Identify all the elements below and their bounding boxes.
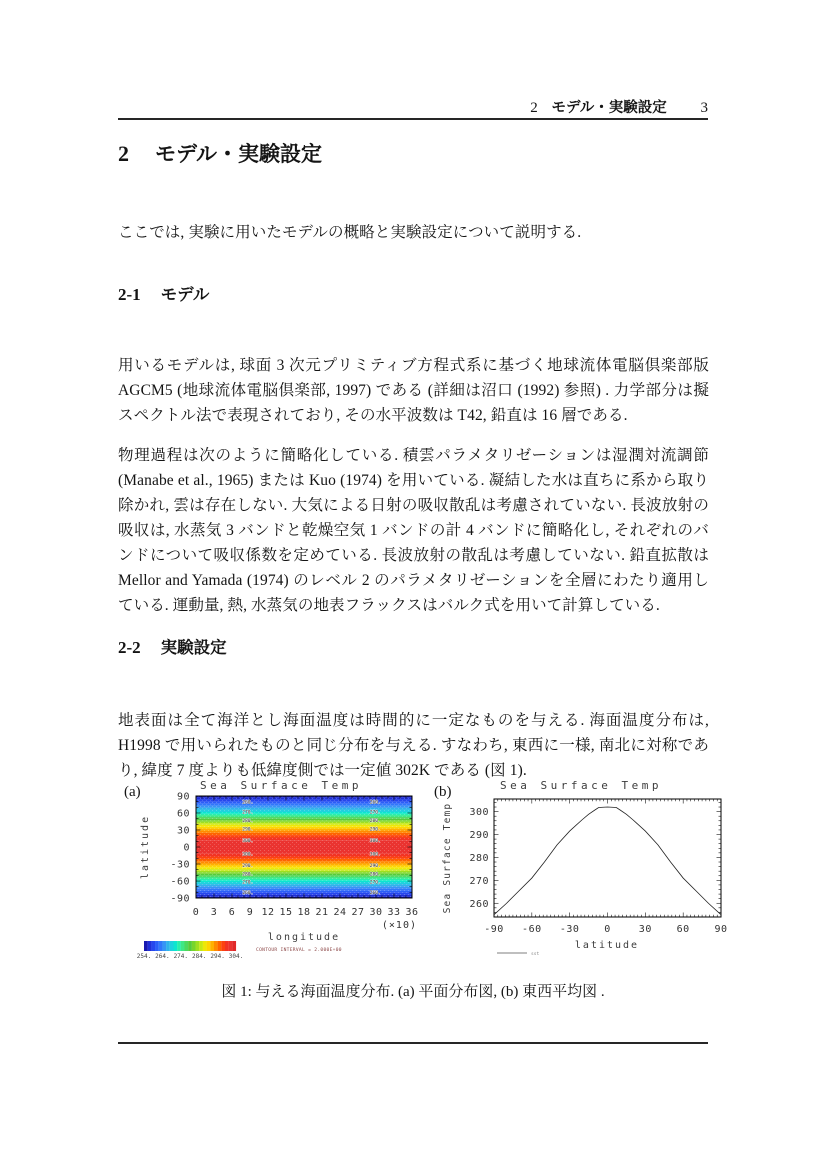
header-rule [118, 118, 708, 120]
panel-b-label: (b) [434, 784, 452, 800]
svg-text:21: 21 [315, 907, 329, 918]
svg-text:300.: 300. [369, 852, 381, 858]
svg-text:280.: 280. [242, 872, 254, 878]
svg-text:33: 33 [387, 907, 401, 918]
svg-text:30: 30 [369, 907, 383, 918]
svg-text:-90: -90 [484, 924, 504, 935]
model-paragraph-1: 用いるモデルは, 球面 3 次元プリミティブ方程式系に基づく地球流体電脳倶楽部版 AGCM5 (地球流体電脳倶楽部, 1997) である (詳細は沼口 (1992) 参照) . 力学部分は擬スペクトル法で表現されており, その水平波数は T42, 鉛直は 16 層である. [118, 356, 709, 424]
panel-a-yaxis-label: latitude [140, 814, 151, 880]
section-heading [118, 138, 322, 168]
svg-text:90: 90 [714, 924, 728, 935]
svg-text:270.: 270. [242, 880, 254, 886]
svg-text:-90: -90 [170, 893, 190, 905]
svg-text:18: 18 [297, 907, 311, 918]
section-title: モデル・実験設定 [155, 143, 322, 166]
svg-text:12: 12 [261, 907, 275, 918]
svg-text:3: 3 [210, 907, 218, 918]
subsection-number: 2-1 [118, 285, 141, 304]
panel-b-legend-label: sst [531, 952, 540, 957]
experiment-paragraph: 地表面は全て海洋とし海面温度は時間的に一定なものを与える. 海面温度分布は, H1998 で用いられたものと同じ分布を与える. すなわち, 東西に一様, 南北に対称であり, 緯度 7 度よりも低緯度側では一定値 302K である (図 1). [118, 711, 709, 779]
svg-text:60: 60 [676, 924, 690, 935]
section-number: 2 [118, 141, 129, 166]
svg-text:290: 290 [469, 830, 489, 842]
svg-text:274.: 274. [173, 953, 189, 960]
svg-text:24: 24 [333, 907, 347, 918]
panel-b-plot-area [469, 799, 727, 935]
header-section-number: 2 [530, 100, 538, 116]
svg-text:-60: -60 [170, 876, 190, 888]
header-section-title: モデル・実験設定 [551, 100, 667, 116]
svg-text:294.: 294. [210, 953, 225, 960]
svg-text:0: 0 [192, 907, 200, 918]
svg-text:304.: 304. [228, 953, 244, 960]
panel-a-x-scale-note: (×10) [381, 920, 417, 931]
svg-text:260.: 260. [369, 800, 381, 806]
svg-text:30: 30 [176, 825, 190, 837]
panel-a-xaxis-label: longitude [267, 932, 341, 943]
svg-text:280.: 280. [369, 818, 381, 824]
subsection-heading-model [118, 281, 209, 305]
svg-text:280.: 280. [369, 872, 381, 878]
intro-paragraph: ここでは, 実験に用いたモデルの概略と実験設定について説明する. [118, 223, 582, 241]
panel-b-line-chart [440, 778, 740, 978]
svg-text:300.: 300. [242, 839, 254, 844]
svg-text:15: 15 [279, 907, 293, 918]
svg-text:284.: 284. [191, 953, 207, 960]
svg-text:260: 260 [469, 898, 489, 910]
subsection-title: モデル [160, 286, 210, 304]
header-page-number: 3 [700, 100, 708, 116]
svg-text:270.: 270. [369, 810, 381, 816]
svg-text:60: 60 [176, 808, 190, 820]
svg-text:300.: 300. [242, 852, 254, 858]
svg-text:280: 280 [469, 852, 489, 864]
svg-text:0: 0 [183, 842, 190, 854]
svg-text:30: 30 [638, 924, 652, 935]
panel-a-contour-interval-label: CONTOUR INTERVAL = 2.000E+00 [256, 948, 342, 953]
svg-text:260.: 260. [242, 800, 254, 806]
svg-text:90: 90 [176, 791, 190, 803]
svg-text:-30: -30 [170, 859, 190, 871]
svg-text:300: 300 [469, 807, 489, 819]
svg-text:260.: 260. [242, 891, 254, 896]
svg-text:-60: -60 [522, 924, 542, 935]
svg-text:0: 0 [604, 924, 611, 935]
svg-text:260.: 260. [369, 891, 381, 896]
panel-b-xaxis-label: latitude [574, 940, 640, 951]
footer-rule [118, 1042, 708, 1044]
svg-text:270: 270 [469, 875, 489, 887]
figure-caption: 図 1: 与える海面温度分布. (a) 平面分布図, (b) 東西平均図 . [221, 984, 605, 1000]
svg-text:290.: 290. [242, 864, 254, 870]
subsection-heading-experiment [118, 634, 227, 658]
svg-text:27: 27 [351, 907, 365, 918]
svg-text:9: 9 [246, 907, 254, 918]
svg-text:254.: 254. [136, 953, 152, 960]
svg-text:36: 36 [405, 907, 419, 918]
panel-a-label: (a) [124, 784, 141, 800]
page-header [118, 96, 708, 117]
svg-text:290.: 290. [369, 864, 381, 870]
svg-text:290.: 290. [369, 827, 381, 833]
svg-text:270.: 270. [369, 880, 381, 886]
panel-a-heatmap [136, 778, 436, 978]
subsection-title: 実験設定 [160, 639, 227, 657]
model-paragraph-2: 物理過程は次のように簡略化している. 積雲パラメタリゼーションは湿潤対流調節 (Manabe et al., 1965) または Kuo (1974) を用いている. 凝結した水は直ちに系から取り除かれ, 雲は存在しない. 大気による日射の吸収散乱は考慮されていない. 長波放射の吸収は, 水蒸気 3 バンドと乾燥空気 1 バンドの計 4 バンドに簡略化し, それぞれのバンドについて吸収係数を定めている. 長波放射の散乱は考慮していない. 鉛直拡散は Mellor and Yamada (1974) のレベル 2 のパラメタリゼーションを全層にわたり適用している. 運動量, 熱, 水蒸気の地表フラックスはバルク式を用いて計算している. [118, 446, 709, 615]
svg-text:270.: 270. [242, 810, 254, 816]
panel-b-yaxis-label: Sea Surface Temp [442, 802, 453, 914]
subsection-number: 2-2 [118, 638, 141, 657]
svg-text:290.: 290. [242, 827, 254, 833]
panel-a-title: Sea Surface Temp [200, 779, 362, 792]
panel-b-title: Sea Surface Temp [500, 779, 662, 792]
svg-text:300.: 300. [369, 839, 381, 844]
svg-text:264.: 264. [155, 953, 170, 960]
svg-text:280.: 280. [242, 818, 254, 824]
svg-text:6: 6 [228, 907, 236, 918]
svg-text:-30: -30 [559, 924, 580, 935]
